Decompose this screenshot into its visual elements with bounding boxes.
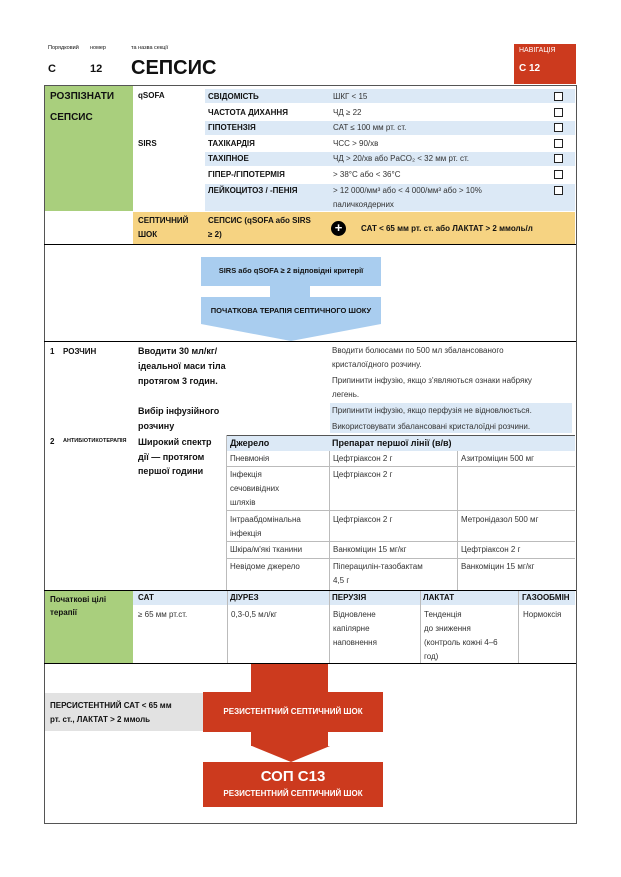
targets-header-row: [133, 591, 575, 605]
flow-box-initial: [201, 297, 381, 324]
drug1-cell: Цефтріаксон 2 г: [333, 515, 393, 524]
arrow-down-icon: [252, 746, 330, 762]
shock-def-2: ≥ 2): [208, 230, 222, 239]
sirs-label: SIRS: [138, 139, 157, 148]
target-lactate: (контроль кожні 4–6: [424, 638, 498, 647]
drug2-cell: Метронідазол 500 мг: [461, 515, 539, 524]
shock-label-1: СЕПТИЧНИЙ: [138, 216, 189, 225]
fluids-note: Припинити інфузію, якщо перфузія не відновлюється.: [332, 406, 532, 415]
page-header: [44, 40, 576, 86]
target-lactate: до зниження: [424, 624, 471, 633]
target-vline: [518, 591, 519, 663]
fluids-choice-2: розчину: [138, 421, 175, 431]
col-drug: Препарат першої лінії (в/в): [332, 438, 452, 448]
qsofa-row: [205, 106, 575, 120]
section-letter: С: [48, 63, 56, 75]
target-perfusion: капілярне: [333, 624, 370, 633]
label-order: Порядковий: [48, 45, 79, 51]
target-lactate: Тенденція: [424, 610, 462, 619]
criterion-name: ГІПЕР-/ГІПОТЕРМІЯ: [208, 170, 285, 179]
plus-icon: +: [331, 221, 346, 236]
drug1-cell: Ванкоміцин 15 мг/кг: [333, 545, 407, 554]
shock-def-1: СЕПСИС (qSOFA або SIRS: [208, 216, 311, 225]
recognize-label-cell: [45, 86, 133, 211]
checkbox[interactable]: [554, 108, 563, 117]
fluids-dose-2: ідеальної маси тіла: [138, 361, 226, 371]
table-hline: [227, 541, 575, 542]
target-sat: ≥ 65 мм рт.ст.: [138, 610, 188, 619]
checkbox[interactable]: [554, 123, 563, 132]
drug2-cell: Цефтріаксон 2 г: [461, 545, 521, 554]
spectrum-3: першої години: [138, 466, 204, 476]
source-cell: Інтраабдомінальна: [230, 515, 301, 524]
source-cell: Пневмонія: [230, 454, 270, 463]
criterion-value: САТ ≤ 100 мм рт. ст.: [333, 123, 407, 132]
target-header: ПЕРУЗІЯ: [332, 593, 367, 602]
target-perfusion: Відновлене: [333, 610, 376, 619]
nav-box[interactable]: [514, 44, 576, 84]
antibiotics-header-row: [227, 435, 575, 451]
source-cell: Інфекція: [230, 470, 262, 479]
recognize-heading-2: СЕПСИС: [50, 112, 93, 123]
checkbox[interactable]: [554, 92, 563, 101]
fluids-dose-3: протягом 3 годин.: [138, 376, 218, 386]
septic-shock-row: [133, 212, 575, 244]
drug2-cell: Азитроміцин 500 мг: [461, 454, 534, 463]
table-hline: [227, 510, 575, 511]
table-hline: [227, 466, 575, 467]
criterion-value-cont: паличкоядерних: [333, 200, 394, 209]
fluids-dose-1: Вводити 30 мл/кг/: [138, 346, 218, 356]
qsofa-row: [205, 121, 575, 135]
fluids-note: легень.: [332, 390, 360, 399]
qsofa-row: [205, 90, 575, 104]
col-source: Джерело: [230, 438, 270, 448]
persist-line-2: рт. ст., ЛАКТАТ > 2 ммоль: [50, 715, 151, 724]
fluids-title: РОЗЧИН: [63, 347, 97, 356]
sirs-row: [205, 152, 575, 166]
fluids-note: Вводити болюсами по 500 мл збалансованого: [332, 346, 504, 355]
targets-label-cell: [45, 591, 133, 663]
arrow-down-icon: [251, 664, 328, 692]
flow-criteria-text: SIRS або qSOFA ≥ 2 відповідні критерії: [218, 266, 364, 275]
criterion-name: ГІПОТЕНЗІЯ: [208, 123, 256, 132]
page-title: СЕПСИС: [131, 57, 217, 79]
criterion-value: ШКГ < 15: [333, 92, 368, 101]
nav-value: С 12: [519, 63, 541, 74]
sirs-row: [205, 168, 575, 182]
antibiotics-num: 2: [50, 437, 55, 446]
sop-box[interactable]: [203, 762, 383, 807]
antibiotics-title: АНТИБІОТИКОТЕРАПІЯ: [63, 438, 127, 444]
target-header: ГАЗООБМІН: [522, 593, 570, 602]
source-cell: Шкіра/м'які тканини: [230, 545, 303, 554]
spectrum-2: дії — протягом: [138, 452, 205, 462]
shock-criteria: САТ < 65 мм рт. ст. або ЛАКТАТ > 2 ммоль/л: [361, 224, 533, 233]
criterion-value: > 38°C або < 36°C: [333, 170, 401, 179]
spectrum-1: Широкий спектр: [138, 437, 212, 447]
divider: [44, 341, 576, 342]
fluids-note: кристалоїдного розчину.: [332, 360, 422, 369]
flow-initial-text: ПОЧАТКОВА ТЕРАПІЯ СЕПТИЧНОГО ШОКУ: [210, 306, 372, 315]
target-diuresis: 0,3-0,5 мл/кг: [231, 610, 277, 619]
target-lactate: год): [424, 652, 439, 661]
sop-title: СОП С13: [260, 768, 326, 785]
target-vline: [227, 591, 228, 663]
drug1-cell: Піперацилін-тазобактам: [333, 562, 423, 571]
source-cell: сечовивідних: [230, 484, 280, 493]
divider: [44, 244, 576, 245]
sop-subtitle: РЕЗИСТЕНТНИЙ СЕПТИЧНИЙ ШОК: [223, 789, 363, 798]
checkbox[interactable]: [554, 186, 563, 195]
sirs-row: [205, 184, 575, 211]
fluids-choice-1: Вибір інфузійного: [138, 406, 220, 416]
table-hline: [227, 558, 575, 559]
fluids-note: Використовувати збалансовані кристалоїдні розчини.: [332, 422, 531, 431]
persist-line-1: ПЕРСИСТЕНТНИЙ САТ < 65 мм: [50, 701, 172, 710]
target-header: ДІУРЕЗ: [230, 593, 259, 602]
target-perfusion: наповнення: [333, 638, 377, 647]
arrow-down-icon: [251, 732, 328, 746]
target-header: САТ: [138, 593, 154, 602]
targets-label-1: Початкові цілі: [50, 595, 107, 604]
recognize-heading-1: РОЗПІЗНАТИ: [50, 91, 115, 102]
table-row: [227, 543, 575, 557]
criterion-value: > 12 000/мм³ або < 4 000/мм³ або > 10%: [333, 186, 482, 195]
source-cell: інфекція: [230, 529, 262, 538]
qsofa-label: qSOFA: [138, 91, 165, 100]
persist-box: [45, 693, 203, 731]
checkbox[interactable]: [554, 170, 563, 179]
section-number: 12: [90, 63, 103, 75]
fluids-num: 1: [50, 347, 55, 356]
source-cell: шляхів: [230, 498, 256, 507]
criterion-value: ЧД ≥ 22: [333, 108, 362, 117]
table-row: [227, 452, 575, 466]
nav-label: НАВІГАЦІЯ: [519, 47, 556, 54]
arrow-down-icon: [201, 324, 381, 341]
source-cell: Невідоме джерело: [230, 562, 300, 571]
checkbox[interactable]: [554, 139, 563, 148]
flow-box-criteria: [201, 257, 381, 286]
resistant-text: РЕЗИСТЕНТНИЙ СЕПТИЧНИЙ ШОК: [223, 707, 363, 716]
table-row: [227, 468, 575, 510]
sirs-row: [205, 137, 575, 151]
shock-label-2: ШОК: [138, 230, 158, 239]
label-number: номер: [90, 45, 106, 51]
label-section: та назва секції: [131, 45, 169, 51]
resistant-box: [203, 692, 383, 732]
drug1-cell-cont: 4,5 г: [333, 576, 350, 585]
checkbox[interactable]: [554, 154, 563, 163]
target-vline: [420, 591, 421, 663]
criterion-name: ТАХІПНОЕ: [208, 154, 249, 163]
drug1-cell: Цефтріаксон 2 г: [333, 470, 393, 479]
fluids-note: Припинити інфузію, якщо з'являються ознаки набряку: [332, 376, 532, 385]
criterion-name: СВІДОМІСТЬ: [208, 92, 259, 101]
criterion-value: ЧД > 20/хв або PaCO₂ < 32 мм рт. ст.: [333, 154, 470, 163]
drug2-cell: Ванкоміцин 15 мг/кг: [461, 562, 535, 571]
drug1-cell: Цефтріаксон 2 г: [333, 454, 393, 463]
criterion-name: ТАХІКАРДІЯ: [208, 139, 255, 148]
criterion-value: ЧСС > 90/хв: [333, 139, 379, 148]
table-row: [227, 512, 575, 541]
criterion-name: ЛЕЙКОЦИТОЗ / -ПЕНІЯ: [208, 186, 298, 195]
table-row: [227, 560, 575, 590]
target-header: ЛАКТАТ: [423, 593, 455, 602]
criterion-name: ЧАСТОТА ДИХАННЯ: [208, 108, 288, 117]
target-gas: Нормоксія: [523, 610, 562, 619]
flow-arrow-shaft: [270, 286, 310, 297]
target-vline: [329, 591, 330, 663]
targets-label-2: терапії: [50, 608, 78, 617]
